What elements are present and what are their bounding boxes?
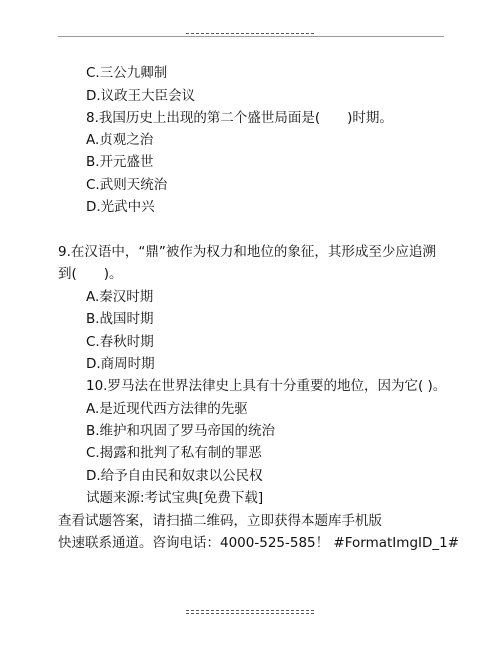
q8-option-a: A.贞观之治 [86,132,154,148]
q10-option-b: B.维护和巩固了罗马帝国的统治 [86,423,276,439]
footer-dashed-rule [186,610,314,611]
q8-option-b: B.开元盛世 [86,154,154,170]
q8-option-d: D.光武中兴 [86,199,155,215]
question-9-continued: 到( )。 [58,266,123,282]
q9-option-c: C.春秋时期 [86,334,154,350]
q8-option-c: C.武则天统治 [86,177,168,193]
q9-option-a: A.秦汉时期 [86,289,154,305]
q10-option-c: C.揭露和批判了私有制的罪恶 [86,445,262,461]
source-note: 试题来源:考试宝典[免费下载] [86,490,264,506]
header-dashed-rule [186,33,314,34]
q9-option-b: B.战国时期 [86,311,154,327]
question-8: 8.我国历史上出现的第二个盛世局面是( )时期。 [86,110,393,126]
header-rule [58,36,444,37]
question-9: 9.在汉语中，“鼎”被作为权力和地位的象征，其形成至少应追溯 [58,244,436,260]
q10-option-a: A.是近现代西方法律的先驱 [86,401,248,417]
q7-option-d: D.议政王大臣会议 [86,88,196,104]
qr-answer-note: 查看试题答案，请扫描二维码，立即获得本题库手机版 [58,513,382,529]
q9-option-d: D.商周时期 [86,356,155,372]
q7-option-c: C.三公九卿制 [86,65,168,81]
question-10: 10.罗马法在世界法律史上具有十分重要的地位，因为它( )。 [86,378,447,394]
q10-option-d: D.给予自由民和奴隶以公民权 [86,468,263,484]
footer-dashed-rule-2 [186,613,314,614]
contact-line: 快速联系通道。咨询电话：4000-525-585！ #FormatImgID_1# [58,535,460,551]
